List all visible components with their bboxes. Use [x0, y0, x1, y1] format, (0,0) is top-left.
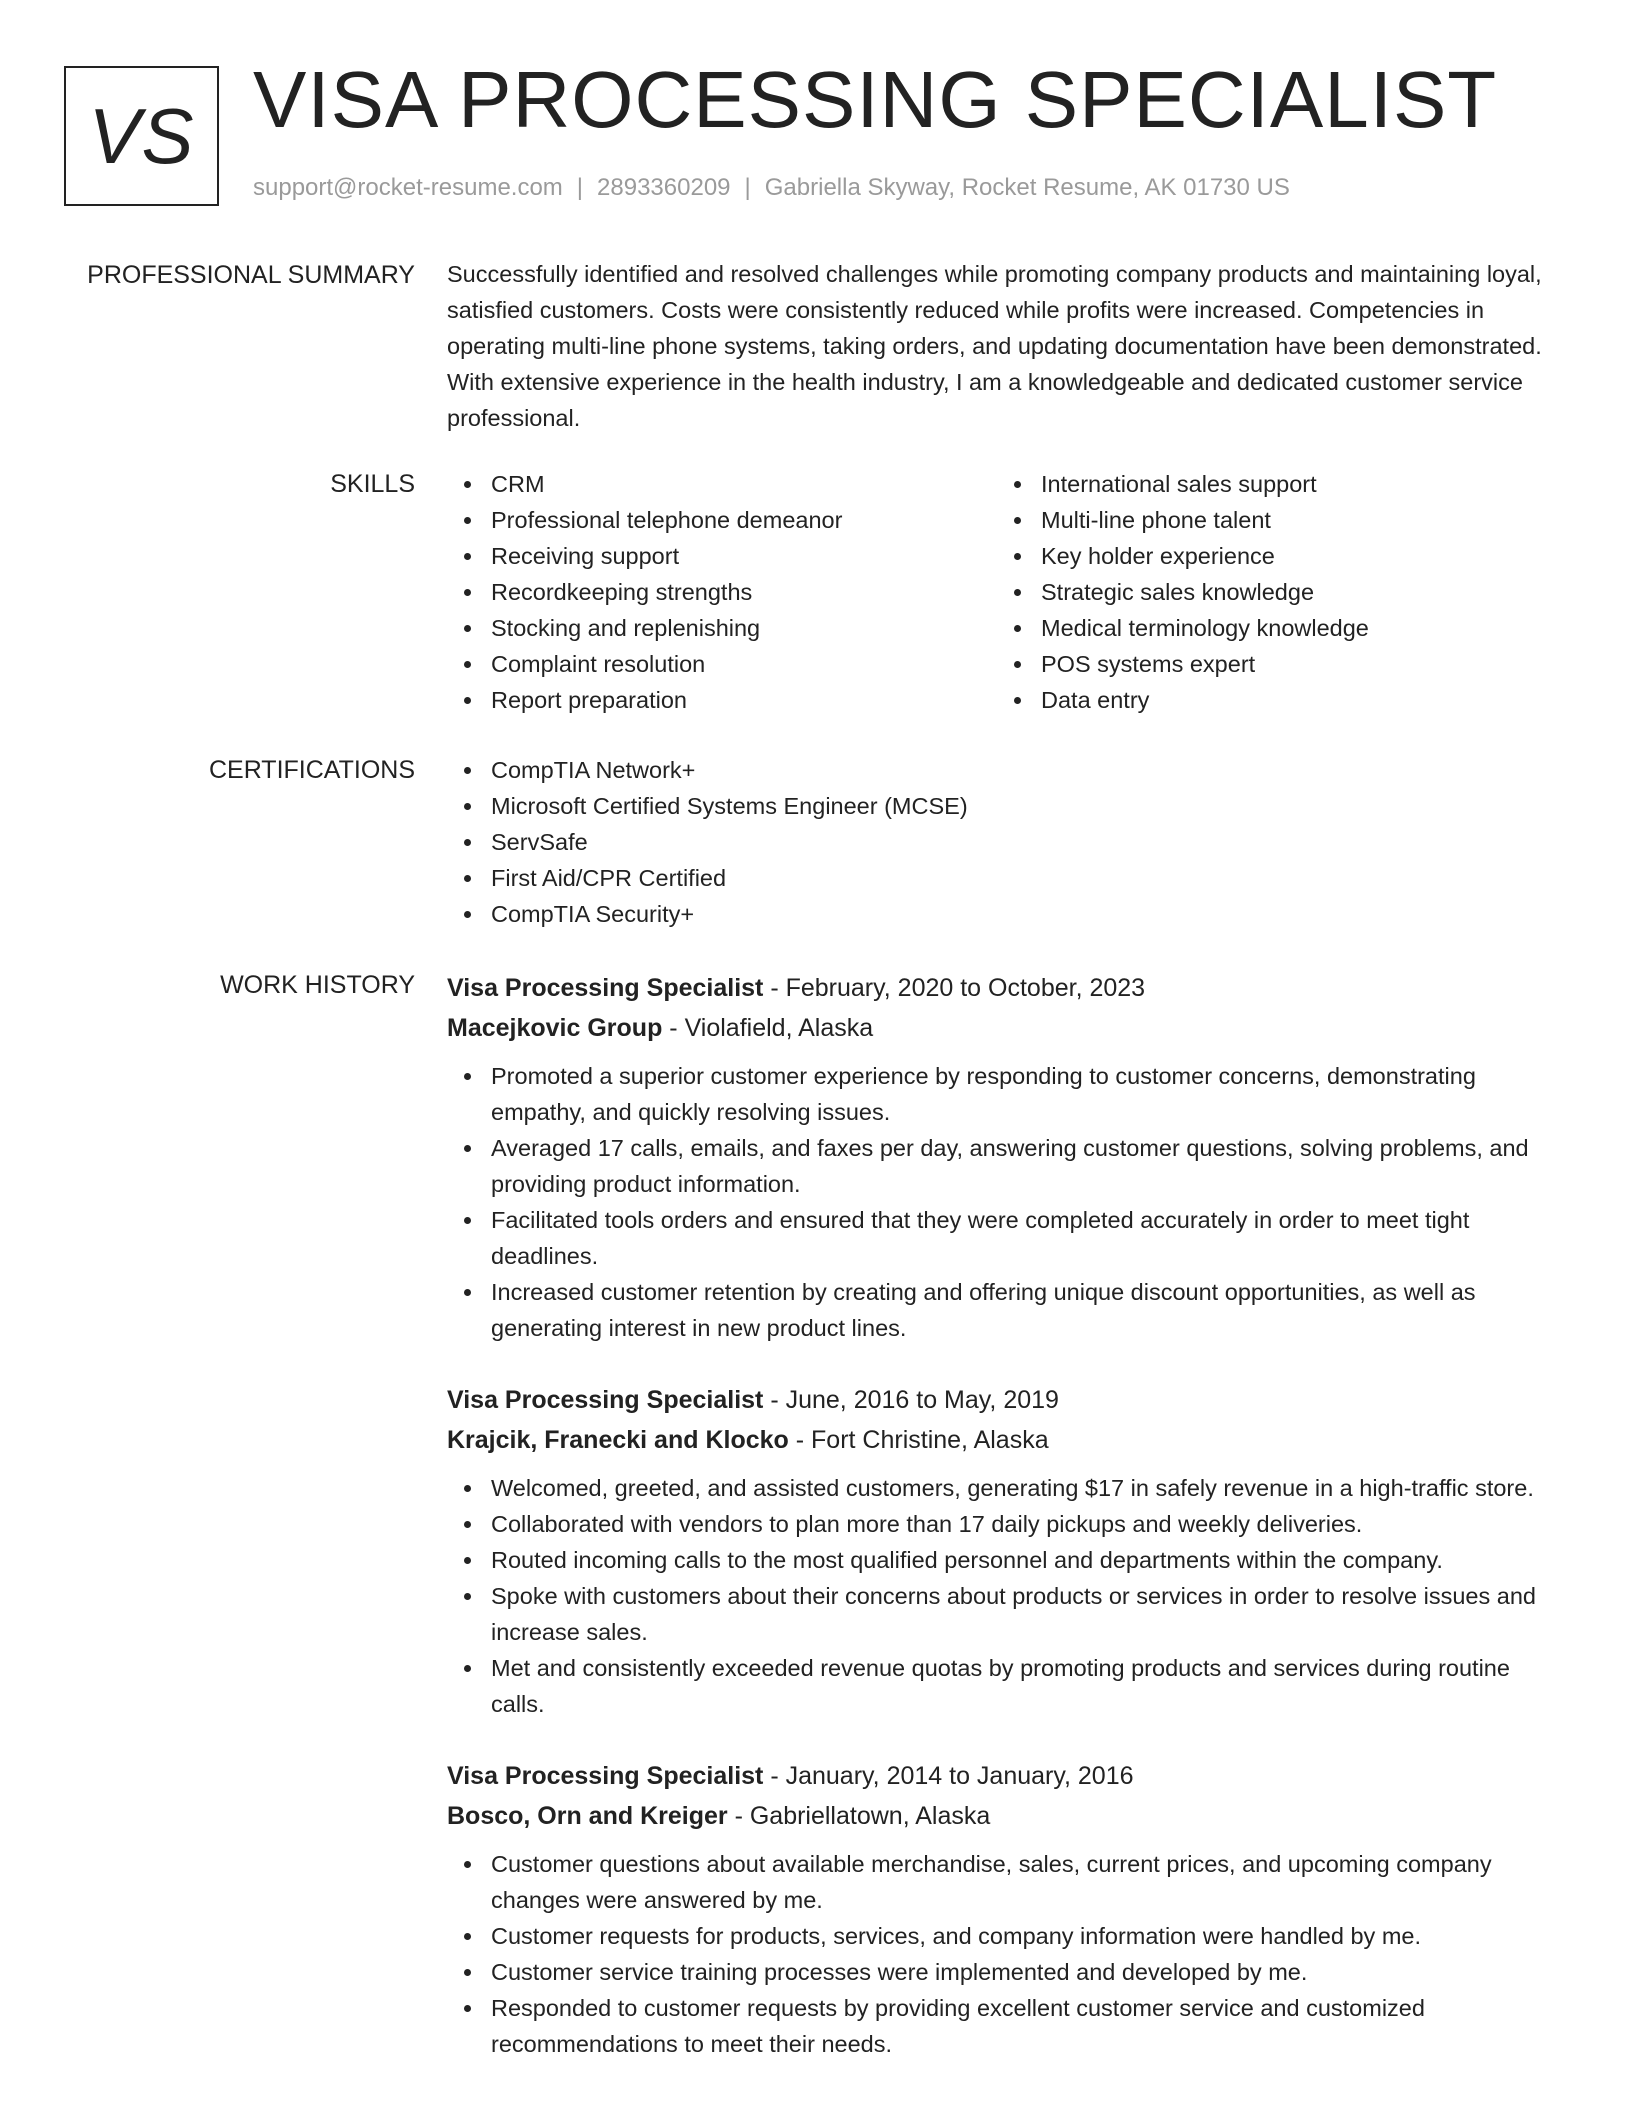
job-title: Visa Processing Specialist: [447, 1762, 764, 1790]
job-bullet: Increased customer retention by creating and offering unique discount opportunities, as well as generating interest in new product lines.: [447, 1274, 1557, 1346]
job-company-line: [447, 1420, 1557, 1460]
summary-paragraph: Successfully identified and resolved challenges while promoting company products and maintaining loyal, satisfied customers. Costs were consistently reduced while profits were increased. Competencies in operating multi-line phone systems, taking orders, and updating documentation have been demonstrated. With extensive experience in the health industry, I am a knowledgeable and dedicated customer service professional.: [447, 261, 1542, 431]
skill-item: Medical terminology knowledge: [997, 610, 1547, 646]
monogram-box: [64, 66, 219, 206]
section-content: [447, 466, 1557, 718]
skill-item: Strategic sales knowledge: [997, 574, 1547, 610]
job-bullet: Averaged 17 calls, emails, and faxes per day, answering customer questions, solving problems, and providing product information.: [447, 1130, 1557, 1202]
section-content: [447, 752, 1557, 932]
contact-address: Gabriella Skyway, Rocket Resume, AK 01730 US: [764, 174, 1290, 201]
certifications-list: [447, 752, 1557, 932]
job-bullet: Welcomed, greeted, and assisted customers, generating $17 in safely revenue in a high-traffic store.: [447, 1470, 1557, 1506]
section-heading: PROFESSIONAL SUMMARY: [87, 261, 415, 289]
job-title: Visa Processing Specialist: [447, 974, 764, 1002]
job-company: Macejkovic Group: [447, 1014, 663, 1042]
job-company-line: [447, 1796, 1557, 1836]
skill-item: Key holder experience: [997, 538, 1547, 574]
section-heading: WORK HISTORY: [220, 971, 415, 999]
certification-item: CompTIA Security+: [447, 896, 1557, 932]
candidate-title: VISA PROCESSING SPECIALIST: [253, 55, 1498, 144]
job-bullets: [447, 1058, 1557, 1346]
job-location: - Gabriellatown, Alaska: [727, 1802, 991, 1830]
skill-item: POS systems expert: [997, 646, 1547, 682]
job-company-line: [447, 1008, 1557, 1048]
skill-item: Stocking and replenishing: [447, 610, 997, 646]
job-dates: - February, 2020 to October, 2023: [763, 974, 1146, 1002]
section-content: [447, 968, 1557, 2096]
skill-item: Complaint resolution: [447, 646, 997, 682]
job-company: Bosco, Orn and Kreiger: [447, 1802, 728, 1830]
job-bullet: Promoted a superior customer experience by responding to customer concerns, demonstrating empathy, and quickly resolving issues.: [447, 1058, 1557, 1130]
job-title: Visa Processing Specialist: [447, 1386, 764, 1414]
skill-item: Receiving support: [447, 538, 997, 574]
certification-item: First Aid/CPR Certified: [447, 860, 1557, 896]
job-title-line: [447, 1380, 1557, 1420]
job-bullets: [447, 1470, 1557, 1722]
monogram-initials: VS: [88, 91, 195, 180]
job-bullet: Customer questions about available merchandise, sales, current prices, and upcoming company changes were answered by me.: [447, 1846, 1557, 1918]
certification-item: CompTIA Network+: [447, 752, 1557, 788]
skill-item: CRM: [447, 466, 997, 502]
contact-email: support@rocket-resume.com: [253, 174, 563, 201]
skill-item: Recordkeeping strengths: [447, 574, 997, 610]
job-dates: - June, 2016 to May, 2019: [763, 1386, 1059, 1414]
certification-item: Microsoft Certified Systems Engineer (MCSE): [447, 788, 1557, 824]
job-entry: [447, 1756, 1557, 2062]
skills-columns: [447, 466, 1557, 718]
job-location: - Violafield, Alaska: [662, 1014, 874, 1042]
job-bullet: Collaborated with vendors to plan more than 17 daily pickups and weekly deliveries.: [447, 1506, 1557, 1542]
skill-item: Data entry: [997, 682, 1547, 718]
job-dates: - January, 2014 to January, 2016: [763, 1762, 1134, 1790]
job-location: - Fort Christine, Alaska: [788, 1426, 1049, 1454]
contact-separator: |: [576, 174, 584, 201]
job-entry: [447, 1380, 1557, 1722]
contact-phone: 2893360209: [597, 174, 731, 201]
job-bullet: Responded to customer requests by providing excellent customer service and customized recommendations to meet their needs.: [447, 1990, 1557, 2062]
skill-item: Professional telephone demeanor: [447, 502, 997, 538]
job-title-line: [447, 1756, 1557, 1796]
contact-line: [253, 176, 1290, 200]
section-heading: CERTIFICATIONS: [208, 756, 415, 784]
job-entry: [447, 968, 1557, 1346]
job-company: Krajcik, Franecki and Klocko: [447, 1426, 789, 1454]
skills-list-right: [997, 466, 1547, 718]
job-title-line: [447, 968, 1557, 1008]
job-bullet: Customer requests for products, services, and company information were handled by me.: [447, 1918, 1557, 1954]
job-bullet: Met and consistently exceeded revenue quotas by promoting products and services during routine calls.: [447, 1650, 1557, 1722]
contact-separator: |: [744, 174, 751, 201]
job-bullet: Routed incoming calls to the most qualified personnel and departments within the company.: [447, 1542, 1557, 1578]
job-bullets: [447, 1846, 1557, 2062]
section-content: [447, 256, 1557, 436]
certification-item: ServSafe: [447, 824, 1557, 860]
job-bullet: Customer service training processes were implemented and developed by me.: [447, 1954, 1557, 1990]
skill-item: Multi-line phone talent: [997, 502, 1547, 538]
skill-item: International sales support: [997, 466, 1547, 502]
job-bullet: Spoke with customers about their concerns about products or services in order to resolve issues and increase sales.: [447, 1578, 1557, 1650]
section-heading: SKILLS: [330, 470, 415, 498]
skills-list-left: [447, 466, 997, 718]
skill-item: Report preparation: [447, 682, 997, 718]
job-bullet: Facilitated tools orders and ensured that they were completed accurately in order to meet tight deadlines.: [447, 1202, 1557, 1274]
